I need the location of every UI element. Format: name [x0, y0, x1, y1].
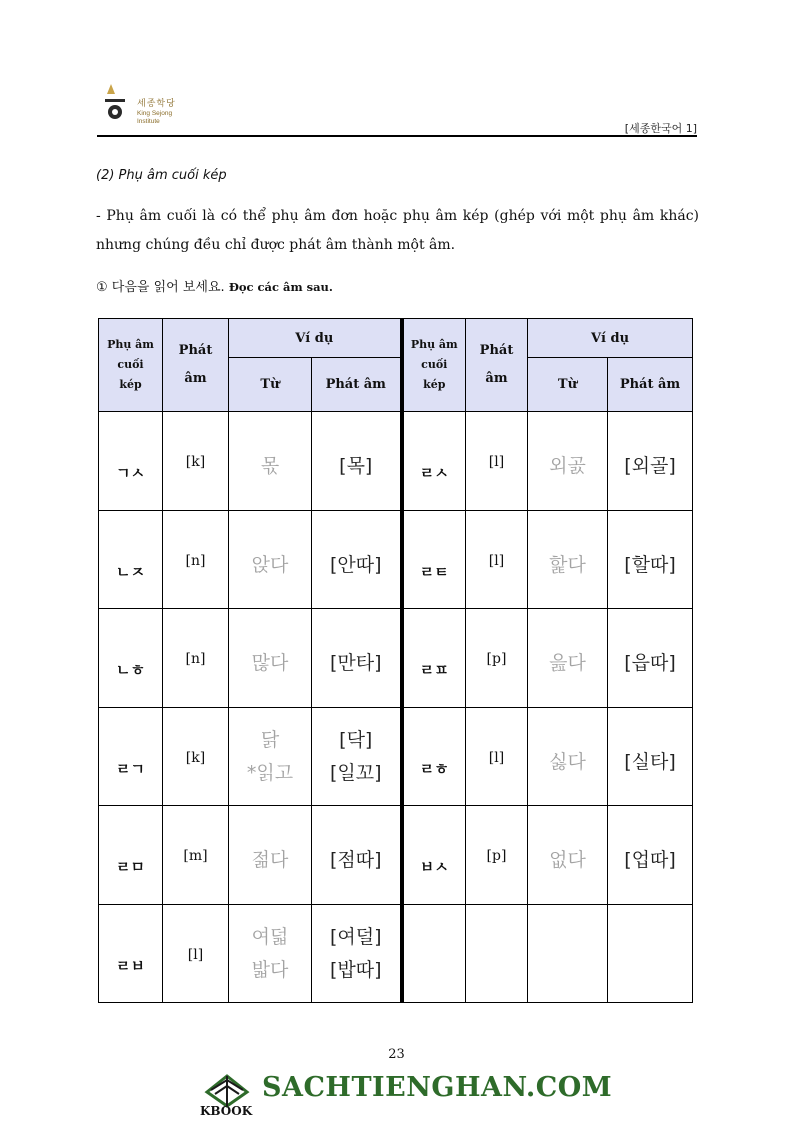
- left-example-word: [229, 707, 312, 806]
- right-pronunciation-sound: [l]: [466, 707, 528, 806]
- left-example-word: [229, 904, 312, 1003]
- pronunciation-line: [밥따]: [329, 958, 382, 981]
- right-final-consonant: ㄹㅌ: [402, 510, 466, 609]
- pronunciation-line: [점따]: [329, 849, 382, 871]
- right-final-consonant: [402, 904, 466, 1003]
- header-phat-am-left: Phát âm: [163, 319, 229, 412]
- table-row: [99, 412, 693, 511]
- right-example-word: [528, 904, 608, 1003]
- left-final-consonant: ㄹㄱ: [99, 707, 163, 806]
- pronunciation-line: [할따]: [624, 553, 676, 576]
- example-word-line: 읊다: [549, 652, 586, 674]
- example-word-line: 젊다: [251, 849, 289, 871]
- left-pronunciation-sound: [n]: [163, 609, 229, 708]
- pronunciation-line: [닥]: [339, 728, 373, 751]
- left-example-pronunciation: [312, 806, 402, 905]
- left-pronunciation-sound: [m]: [163, 806, 229, 905]
- left-final-consonant: ㄱㅅ: [99, 412, 163, 511]
- header-final-right: Phụ âm cuối kép: [402, 319, 466, 412]
- pronunciation-line: [읍따]: [624, 652, 676, 674]
- right-example-pronunciation: [608, 412, 693, 511]
- example-word-line: 몫: [260, 455, 280, 477]
- page-number: 23: [388, 1047, 405, 1062]
- table-row: [99, 904, 693, 1003]
- double-final-consonant-table: [98, 318, 693, 1003]
- left-example-word: [229, 806, 312, 905]
- king-sejong-logo: [97, 78, 207, 134]
- table-row: [99, 707, 693, 806]
- right-pronunciation-sound: [l]: [466, 510, 528, 609]
- left-pronunciation-sound: [n]: [163, 510, 229, 609]
- pronunciation-line: [여덜]: [329, 925, 382, 948]
- pronunciation-line: [만타]: [329, 652, 382, 674]
- left-example-pronunciation: [312, 904, 402, 1003]
- pronunciation-line: [실타]: [624, 750, 676, 773]
- header-phat-am-col-right: Phát âm: [608, 358, 693, 412]
- page-header: [97, 78, 697, 138]
- example-word-line: 싫다: [549, 750, 586, 773]
- right-final-consonant: ㄹㅍ: [402, 609, 466, 708]
- example-word-line: 앉다: [251, 553, 289, 576]
- header-rule: [97, 135, 697, 137]
- left-final-consonant: ㄴㅎ: [99, 609, 163, 708]
- logo-korean-text: 세종학당: [137, 99, 176, 109]
- header-tu-left: Từ: [229, 358, 312, 412]
- site-name: SACHTIENGHAN.COM: [262, 1072, 613, 1103]
- right-final-consonant: ㄹㅅ: [402, 412, 466, 511]
- exercise-instruction: [96, 276, 333, 295]
- right-example-pronunciation: [608, 806, 693, 905]
- left-pronunciation-sound: [k]: [163, 412, 229, 511]
- pronunciation-line: [목]: [339, 455, 373, 477]
- book-label: [세종한국어 1]: [624, 122, 697, 135]
- right-final-consonant: ㄹㅎ: [402, 707, 466, 806]
- header-vi-du-left: Ví dụ: [229, 319, 402, 358]
- pronunciation-line: [외골]: [624, 455, 676, 477]
- right-final-consonant: ㅂㅅ: [402, 806, 466, 905]
- right-example-pronunciation: [608, 707, 693, 806]
- right-example-pronunciation: [608, 510, 693, 609]
- header-phat-am-col-left: Phát âm: [312, 358, 402, 412]
- left-example-pronunciation: [312, 609, 402, 708]
- left-final-consonant: ㄴㅈ: [99, 510, 163, 609]
- right-pronunciation-sound: [466, 904, 528, 1003]
- right-example-word: [528, 806, 608, 905]
- left-final-consonant: ㄹㅁ: [99, 806, 163, 905]
- example-word-line: 많다: [251, 652, 289, 674]
- example-word-line: 없다: [549, 849, 586, 871]
- pronunciation-line: [업따]: [624, 849, 676, 871]
- exercise-number: ①: [96, 280, 108, 295]
- section-title: (2) Phụ âm cuối kép: [96, 168, 227, 183]
- example-word-line: 닭: [260, 728, 280, 751]
- example-word-line: *읽고: [246, 761, 294, 784]
- example-word-line: 여덟: [251, 925, 289, 948]
- example-word-line: 밟다: [251, 958, 289, 981]
- left-example-word: [229, 510, 312, 609]
- pronunciation-line: [일꼬]: [329, 761, 382, 784]
- header-tu-right: Từ: [528, 358, 608, 412]
- table-row: [99, 609, 693, 708]
- left-example-pronunciation: [312, 510, 402, 609]
- header-final-left: Phụ âm cuối kép: [99, 319, 163, 412]
- table-row: [99, 806, 693, 905]
- kbook-label: KBOOK: [200, 1104, 253, 1118]
- right-example-word: [528, 510, 608, 609]
- left-example-word: [229, 412, 312, 511]
- example-word-line: 외곬: [549, 455, 586, 477]
- left-example-pronunciation: [312, 412, 402, 511]
- right-example-word: [528, 707, 608, 806]
- right-example-pronunciation: [608, 609, 693, 708]
- right-pronunciation-sound: [l]: [466, 412, 528, 511]
- pronunciation-line: [안따]: [329, 553, 382, 576]
- left-example-pronunciation: [312, 707, 402, 806]
- header-phat-am-right: Phát âm: [466, 319, 528, 412]
- example-word-line: 핥다: [549, 553, 586, 576]
- left-final-consonant: ㄹㅂ: [99, 904, 163, 1003]
- left-example-word: [229, 609, 312, 708]
- logo-subtitle-2: Institute: [137, 118, 160, 125]
- right-example-pronunciation: [608, 904, 693, 1003]
- intro-paragraph: - Phụ âm cuối là có thể phụ âm đơn hoặc phụ âm kép (ghép với một phụ âm khác) nhưng chúng đều chỉ được phát âm thành một âm.: [96, 208, 699, 253]
- exercise-korean: 다음을 읽어 보세요.: [111, 280, 225, 295]
- logo-mark-icon: [101, 82, 129, 122]
- right-example-word: [528, 412, 608, 511]
- header-vi-du-right: Ví dụ: [528, 319, 693, 358]
- logo-subtitle-1: King Sejong: [137, 110, 173, 117]
- exercise-vietnamese: Đọc các âm sau.: [228, 280, 333, 294]
- right-pronunciation-sound: [p]: [466, 806, 528, 905]
- right-example-word: [528, 609, 608, 708]
- left-pronunciation-sound: [l]: [163, 904, 229, 1003]
- right-pronunciation-sound: [p]: [466, 609, 528, 708]
- table-row: [99, 510, 693, 609]
- left-pronunciation-sound: [k]: [163, 707, 229, 806]
